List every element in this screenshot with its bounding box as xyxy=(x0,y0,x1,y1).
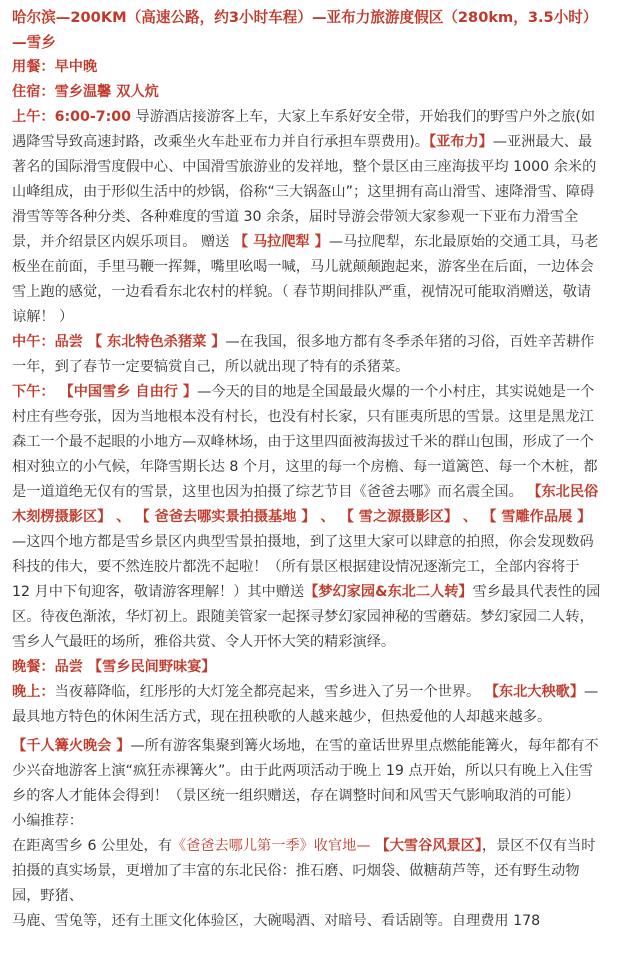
meals-value: 早中晚 xyxy=(54,59,98,75)
recommend-text-1: 在距离雪乡 6 公里处，有 xyxy=(12,838,172,854)
route-title-text: 哈尔滨—200KM（高速公路，约3小时车程）—亚布力旅游度假区（280km，3.5小时）—雪乡 xyxy=(12,9,598,51)
noon-label: 中午：品尝 xyxy=(12,334,88,350)
lodging-label: 住宿： xyxy=(12,84,55,100)
evening-paragraph xyxy=(12,680,602,730)
recommend-paragraph xyxy=(12,834,602,909)
recommend-label: 小编推荐： xyxy=(12,813,83,829)
yangge-highlight: 【东北大秧歌】 xyxy=(484,684,585,700)
separator-3: 、 xyxy=(458,509,483,525)
bonfire-paragraph xyxy=(12,734,602,809)
separator-2: 、 xyxy=(315,509,340,525)
noon-text: —在我国，很多地方都有冬季杀年猪的习俗，百姓辛苦耕作一年，到了春节一定要犒赏自己，所以就出现了特有的杀猪菜。 xyxy=(12,334,595,375)
snow-town-highlight: 【中国雪乡 自由行 】 xyxy=(54,384,198,400)
recommend-paragraph-2 xyxy=(12,909,602,934)
recommend-text-2: ，景区不仅有当时拍摄的真实场景，更增加了丰富的东北民俗：推石磨、叼烟袋、做糖葫芦等，还有野生动物园，野猪、 xyxy=(12,838,596,904)
snow-source-zone-highlight: 【 雪之源摄影区】 xyxy=(339,509,459,525)
dinner-paragraph xyxy=(12,655,602,680)
game-feast-highlight: 【雪乡民间野味宴】 xyxy=(87,659,216,675)
route-title xyxy=(12,0,602,55)
bonfire-text: —所有游客集聚到篝火场地，在雪的童话世界里点燃能能篝火，每年都有不少兴奋地游客上演“疯狂赤裸篝火”。由于此两项活动于晚上 19 点开始，所以只有晚上入住雪乡的客人才能体会得到！（景区统一组织赠送，存在调整时间和风雪天气影响取消的可能） xyxy=(12,738,599,804)
morning-time: 6:00-7:00 xyxy=(54,109,132,125)
bonfire-highlight: 【千人篝火晚会 】 xyxy=(12,738,131,754)
afternoon-paragraph xyxy=(12,380,602,655)
recommend-text-3: 马鹿、雪兔等，还有土匪文化体验区，大碗喝酒、对暗号、看话剧等。自理费用 178 xyxy=(12,913,541,929)
evening-text-2: —最具地方特色的休闲生活方式，现在扭秧歌的人越来越少，但热爱他的人却越来越多。 xyxy=(12,684,599,725)
lodging-line xyxy=(12,80,602,105)
afternoon-text-2: —这四个地方都是雪乡景区内典型雪景拍摄地，到了这里大家可以肆意的拍照，你会发现数码科技的伟大，要不然连胶片都洗不起啦！（所有景区根据建设情况逐渐完工，全部内容将于 12 月中下旬迎客，敬请游客理解！）其中赠送 xyxy=(12,534,594,600)
snow-valley-highlight: 【大雪谷风景区】 xyxy=(370,838,482,854)
yabuli-highlight: 【亚布力】 xyxy=(428,134,493,150)
morning-text-3: —马拉爬犁，东北最原始的交通工具，马老板坐在前面，手里马鞭一挥舞，嘴里吆喝一喊，马儿就颠颠跑起来，游客坐在后面，一边体会雪上跑的感觉，一边看看东北农村的样貌。（ 春节期间排队严重，视情况可能取消赠送，敬请谅解！ ） xyxy=(12,234,599,325)
meals-label: 用餐： xyxy=(12,59,55,75)
afternoon-text-3: 雪乡最具代表性的园区。待夜色渐浓，华灯初上。跟随美管家一起探寻梦幻家园神秘的雪蘑菇。梦幻家园二人转，雪乡人气最旺的场所，雅俗共赏、令人开怀大笑的精彩演绎。 xyxy=(12,584,601,650)
dinner-label: 晚餐：品尝 xyxy=(12,659,88,675)
lodging-value: 雪乡温馨 双人炕 xyxy=(54,84,159,100)
morning-text-2: —亚洲最大、最著名的国际滑雪度假中心、中国滑雪旅游业的发祥地，整个景区由三座海拔平均 1000 余米的山峰组成，由于形似生活中的炒锅，俗称“三大锅盔山”；这里拥有高山滑雪、速降滑雪、障碍滑雪等等各种分类、各种难度的雪道 30 余条，届时导游会带领大家参观一下亚布力滑雪全景，并介绍景区内娱乐项目。 赠送 xyxy=(12,134,597,250)
folk-photo-zone-highlight: 【东北民俗木刻楞摄影区】 xyxy=(12,484,599,525)
snow-sculpture-highlight: 【 雪雕作品展 】 xyxy=(482,509,592,525)
meals-line xyxy=(12,55,602,80)
separator-1: 、 xyxy=(111,509,136,525)
morning-text-1: 导游酒店接游客上车，大家上车系好安全带，开始我们的野雪户外之旅(如遇降雪导致高速封路，改乘坐火车赴亚布力并自行承担车票费用)。 xyxy=(12,109,596,150)
dad-where-base-highlight: 【 爸爸去哪实景拍摄基地 】 xyxy=(135,509,316,525)
dream-home-highlight: 【梦幻家园&东北二人转】 xyxy=(304,584,473,600)
noon-paragraph xyxy=(12,330,602,380)
evening-text-1: 当夜幕降临，红彤彤的大灯笼全都亮起来，雪乡进入了另一个世界。 xyxy=(54,684,485,700)
horse-sled-highlight: 【 马拉爬犁 】 xyxy=(233,234,329,250)
morning-label: 上午： xyxy=(12,109,55,125)
pig-feast-highlight: 【 东北特色杀猪菜 】 xyxy=(87,334,226,350)
recommend-label-line xyxy=(12,809,602,834)
morning-paragraph xyxy=(12,105,602,330)
dad-season1-highlight: 《爸爸去哪儿第一季》收官地— xyxy=(171,838,371,854)
evening-label: 晚上： xyxy=(12,684,55,700)
afternoon-text-1: —今天的目的地是全国最最火爆的一个小村庄，其实说她是一个村庄有些夸张，因为当地根本没有村长，也没有村长家，只有匪夷所思的雪景。这里是黑龙江森工一个最不起眼的小地方—双峰林场，由于这里四面被海拔过千米的群山包围，形成了一个相对独立的小气候，年降雪期长达 8 个月，这里的每一个房檐、每一道篱笆、每一个木桩，都是一道道绝无仅有的雪景，这里也因为拍摄了综艺节目《爸爸去哪》而名震全国。 xyxy=(12,384,598,500)
afternoon-label: 下午： xyxy=(12,384,55,400)
